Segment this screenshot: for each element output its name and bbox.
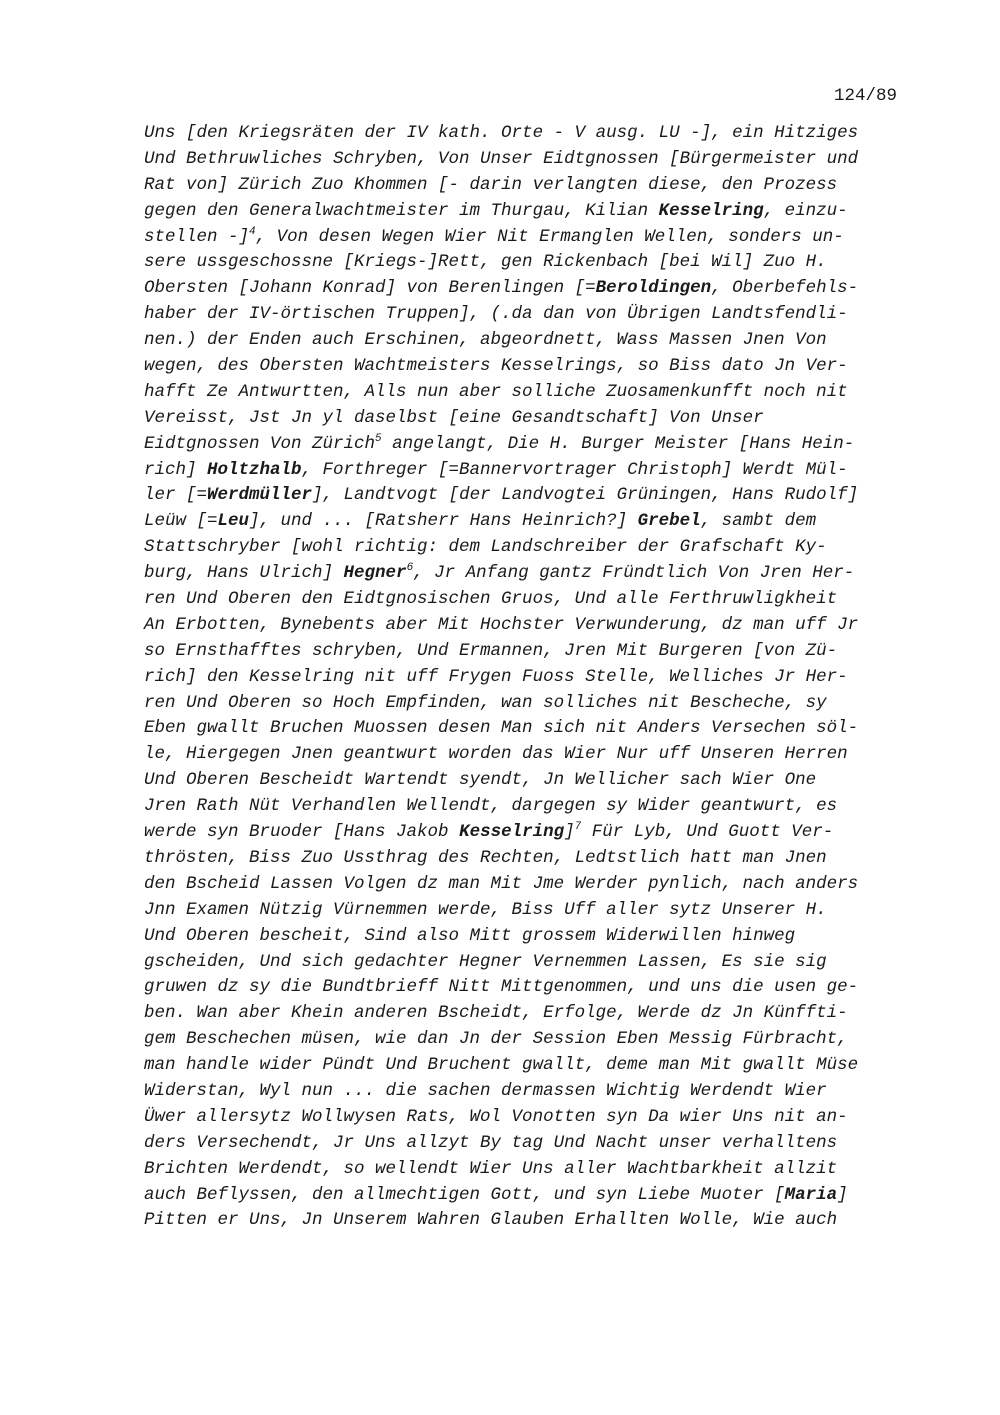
- text-line: [144, 1105, 944, 1131]
- text-segment: ]: [564, 822, 575, 843]
- text-segment: ], Landtvogt [der Landvogtei Grüningen, Hans Rudolf]: [312, 485, 859, 506]
- text-segment: gem Beschechen müsen, wie dan Jn der Session Eben Messig Fürbracht,: [144, 1029, 848, 1050]
- bold-name: Holtzhalb: [207, 459, 302, 480]
- text-line: [144, 794, 944, 820]
- text-segment: ren Und Oberen den Eidtgnosischen Gruos, Und alle Ferthruwligkheit: [144, 589, 838, 610]
- text-segment: thrösten, Biss Zuo Ussthrag des Rechten, Ledtstlich hatt man Jnen: [144, 847, 827, 868]
- text-line: [144, 768, 944, 794]
- text-line: [144, 898, 944, 924]
- text-segment: An Erbotten, Bynebents aber Mit Hochster Verwunderung, dz man uff Jr: [144, 614, 859, 635]
- text-line: [144, 613, 944, 639]
- text-segment: Jren Rath Nüt Verhandlen Wellendt, dargegen sy Wider geantwurt, es: [144, 796, 838, 817]
- text-segment: haber der IV-örtischen Truppen], (.da dan von Übrigen Landtsfendli-: [144, 304, 848, 325]
- text-line: [144, 432, 944, 458]
- text-line: [144, 406, 944, 432]
- bold-name: Leu: [217, 511, 250, 532]
- text-segment: Vereisst, Jst Jn yl daselbst [eine Gesandtschaft] Von Unser: [144, 407, 764, 428]
- text-segment: , sambt dem: [700, 511, 817, 532]
- footnote-ref: 4: [249, 225, 256, 238]
- text-segment: angelangt, Die H. Burger Meister [Hans Hein-: [381, 433, 855, 454]
- text-segment: Üwer allersytz Wollwysen Rats, Wol Vonotten syn Da wier Uns nit an-: [144, 1106, 848, 1127]
- text-line: [144, 691, 944, 717]
- text-line: [144, 458, 944, 484]
- text-line: [144, 225, 944, 251]
- text-segment: Für Lyb, Und Guott Ver-: [581, 822, 834, 843]
- text-line: [144, 1208, 944, 1234]
- footnote-ref: 5: [375, 432, 382, 445]
- footnote-ref: 7: [574, 821, 582, 834]
- text-segment: ]: [837, 1184, 848, 1205]
- text-segment: wegen, des Obersten Wachtmeisters Kesselrings, so Biss dato Jn Ver-: [144, 356, 848, 377]
- text-segment: Leüw [=: [144, 511, 218, 532]
- bold-name: Beroldingen: [595, 278, 712, 299]
- text-line: [144, 1131, 944, 1157]
- text-line: [144, 380, 944, 406]
- text-segment: Eben gwallt Bruchen Muossen desen Man sich nit Anders Versechen söl-: [144, 718, 859, 739]
- bold-name: Kesselring: [658, 200, 764, 221]
- text-line: [144, 354, 944, 380]
- text-segment: le, Hiergegen Jnen geantwurt worden das Wier Nur uff Unseren Herren: [144, 744, 848, 765]
- text-segment: Brichten Werdendt, so wellendt Wier Uns aller Wachtbarkheit allzit: [144, 1158, 838, 1179]
- text-line: [144, 665, 944, 691]
- footnote-ref: 6: [406, 562, 414, 575]
- text-segment: gruwen dz sy die Bundtbrieff Nitt Mittgenommen, und uns die usen ge-: [144, 977, 859, 998]
- text-segment: , einzu-: [763, 200, 848, 221]
- text-line: [144, 1001, 944, 1027]
- text-line: [144, 121, 944, 147]
- text-segment: Stattschryber [wohl richtig: dem Landschreiber der Grafschaft Ky-: [144, 537, 827, 558]
- text-segment: , Von desen Wegen Wier Nit Ermanglen Wellen, sonders un-: [255, 226, 844, 247]
- text-segment: , Oberbefehls-: [711, 278, 859, 299]
- text-segment: gscheiden, Und sich gedachter Hegner Vernemmen Lassen, Es sie sig: [144, 951, 827, 972]
- text-line: [144, 975, 944, 1001]
- text-line: [144, 1027, 944, 1053]
- text-line: [144, 250, 944, 276]
- text-segment: Jnn Examen Nützig Vürnemmen werde, Biss Uff aller sytz Unserer H.: [144, 899, 827, 920]
- text-line: [144, 716, 944, 742]
- text-segment: Eidtgnossen Von Zürich: [144, 433, 376, 454]
- text-line: [144, 276, 944, 302]
- text-line: [144, 820, 944, 846]
- text-line: [144, 1183, 944, 1209]
- text-segment: man handle wider Pündt Und Bruchent gwallt, deme man Mit gwallt Müse: [144, 1055, 859, 1076]
- text-segment: Und Oberen bescheit, Sind also Mitt grossem Widerwillen hinweg: [144, 925, 796, 946]
- text-line: [144, 846, 944, 872]
- text-segment: ben. Wan aber Khein anderen Bscheidt, Erfolge, Werde dz Jn Künffti-: [144, 1003, 848, 1024]
- text-segment: so Ernsthafftes schryben, Und Ermannen, Jren Mit Burgeren [von Zü-: [144, 640, 838, 661]
- text-line: [144, 199, 944, 225]
- document-body: [144, 121, 944, 1234]
- text-segment: auch Beflyssen, den allmechtigen Gott, und syn Liebe Muoter [: [144, 1184, 785, 1205]
- text-segment: sere ussgeschossne [Kriegs-]Rett, gen Rickenbach [bei Wil] Zuo H.: [144, 252, 827, 273]
- bold-name: Maria: [784, 1184, 838, 1205]
- bold-name: Kesselring: [459, 822, 565, 843]
- text-segment: ren Und Oberen so Hoch Empfinden, wan solliches nit Bescheche, sy: [144, 692, 827, 713]
- text-segment: rich]: [144, 459, 208, 480]
- bold-name: Grebel: [637, 511, 701, 532]
- text-line: [144, 639, 944, 665]
- text-segment: Uns [den Kriegsräten der IV kath. Orte - V ausg. LU -], ein Hitziges: [144, 123, 859, 143]
- text-line: [144, 509, 944, 535]
- text-line: [144, 1079, 944, 1105]
- text-line: [144, 535, 944, 561]
- bold-name: Hegner: [343, 563, 407, 584]
- text-segment: Obersten [Johann Konrad] von Berenlingen [=: [144, 278, 596, 299]
- text-line: [144, 483, 944, 509]
- text-segment: , Jr Anfang gantz Fründtlich Von Jren Her-: [413, 563, 855, 584]
- text-line: [144, 147, 944, 173]
- text-line: [144, 173, 944, 199]
- text-segment: nen.) der Enden auch Erschinen, abgeordnett, Wass Massen Jnen Von: [144, 330, 827, 351]
- text-line: [144, 872, 944, 898]
- text-line: [144, 742, 944, 768]
- text-line: [144, 587, 944, 613]
- text-line: [144, 950, 944, 976]
- text-line: [144, 924, 944, 950]
- text-segment: rich] den Kesselring nit uff Frygen Fuoss Stelle, Welliches Jr Her-: [144, 666, 848, 687]
- text-line: [144, 1053, 944, 1079]
- text-line: [144, 561, 944, 587]
- text-line: [144, 302, 944, 328]
- text-segment: Und Oberen Bescheidt Wartendt syendt, Jn Wellicher sach Wier One: [144, 770, 817, 791]
- text-segment: hafft Ze Antwurtten, Alls nun aber solliche Zuosamenkunfft noch nit: [144, 381, 848, 402]
- text-segment: Widerstan, Wyl nun ... die sachen dermassen Wichtig Werdendt Wier: [144, 1080, 827, 1101]
- text-segment: stellen -]: [144, 226, 250, 247]
- page-number: 124/89: [834, 86, 898, 106]
- text-segment: den Bscheid Lassen Volgen dz man Mit Jme Werder pynlich, nach anders: [144, 873, 859, 894]
- text-segment: ], und ... [Ratsherr Hans Heinrich?]: [249, 511, 638, 532]
- text-segment: gegen den Generalwachtmeister im Thurgau, Kilian: [144, 200, 659, 221]
- text-segment: Pitten er Uns, Jn Unserem Wahren Glauben Erhallten Wolle, Wie auch: [144, 1210, 838, 1231]
- text-segment: werde syn Bruoder [Hans Jakob: [144, 822, 460, 843]
- bold-name: Werdmüller: [207, 485, 313, 506]
- text-segment: ders Versechendt, Jr Uns allzyt By tag Und Nacht unser verhalltens: [144, 1132, 838, 1153]
- text-line: [144, 328, 944, 354]
- text-segment: , Forthreger [=Bannervortrager Christoph] Werdt Mül-: [301, 459, 848, 480]
- text-segment: Und Bethruwliches Schryben, Von Unser Eidtgnossen [Bürgermeister und: [144, 148, 859, 169]
- text-segment: Rat von] Zürich Zuo Khommen [- darin verlangten diese, den Prozess: [144, 174, 838, 195]
- text-line: [144, 1157, 944, 1183]
- text-segment: burg, Hans Ulrich]: [144, 563, 344, 584]
- text-segment: ler [=: [144, 485, 208, 506]
